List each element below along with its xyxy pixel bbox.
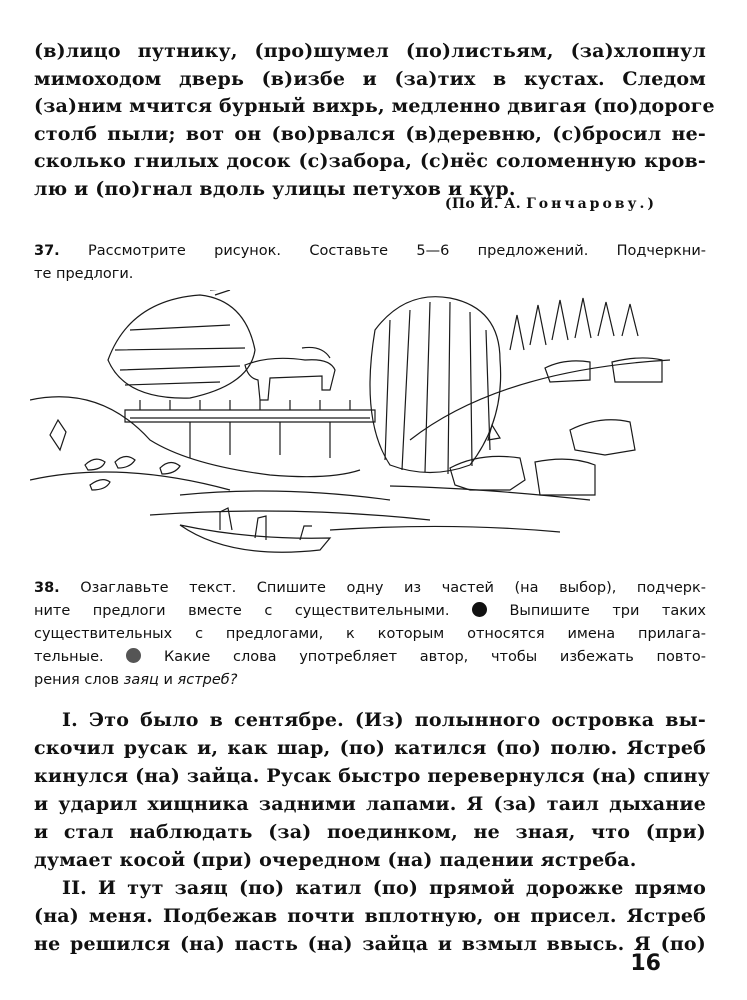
person-icon bbox=[50, 420, 66, 450]
text-line: (в)лицо путнику, (про)шумел (по)листьям, (за)хлопнул bbox=[34, 40, 706, 62]
task-text: те предлоги. bbox=[34, 266, 134, 282]
bridge-icon bbox=[125, 410, 375, 422]
page-number: 16 bbox=[630, 951, 661, 976]
task-text: Рассмотрите рисунок. Составьте 5—6 предложений. Подчеркни- bbox=[88, 243, 707, 259]
task-text: и bbox=[163, 672, 173, 688]
black-circle-icon bbox=[472, 602, 487, 617]
text-line: столб пыли; вот он (во)рвался (в)деревню, (с)бросил не- bbox=[34, 122, 706, 145]
grey-circle-icon bbox=[126, 648, 141, 663]
text-line: лю и (по)гнал вдоль улицы петухов и кур. bbox=[34, 177, 516, 200]
text-line: не решился (на) пасть (на) зайца и взмыл ввысь. Я (по) bbox=[34, 933, 706, 955]
text-line: I. Это было в сентябре. (Из) полынного островка вы- bbox=[62, 709, 706, 731]
text-line: сколько гнилых досок (с)забора, (с)нёс соломенную кров- bbox=[34, 150, 706, 172]
horse-icon bbox=[245, 358, 335, 400]
task-37 bbox=[34, 240, 706, 286]
task-number: 37. bbox=[34, 243, 60, 259]
task-text: Какие слова употребляет автор, чтобы избежать повто- bbox=[164, 649, 706, 665]
word-zayats: заяц bbox=[123, 672, 159, 688]
calf-icon bbox=[535, 459, 595, 495]
exercise-38-text bbox=[34, 706, 710, 958]
task-text: тельные. bbox=[34, 649, 104, 665]
task-text: существительных с предлогами, к которым относятся имена прилага- bbox=[34, 626, 706, 642]
text-line: (на) меня. Подбежав почти вплотную, он присел. Ястреб bbox=[34, 905, 706, 927]
text-line: скочил русак и, как шар, (по) катился (по) полю. Ястреб bbox=[34, 737, 706, 759]
task-number: 38. bbox=[34, 580, 60, 596]
source-prefix: (По И. А. bbox=[444, 196, 521, 212]
text-line: (за)ним мчится бурный вихрь, медленно двигая (по)дороге bbox=[34, 95, 715, 117]
source-attribution bbox=[445, 196, 657, 212]
task-text: рения слов bbox=[34, 672, 120, 688]
text-line: мимоходом дверь (в)избе и (за)тих в кустах. Следом bbox=[34, 67, 706, 90]
task-38 bbox=[34, 577, 706, 692]
task-text: Выпишите три таких bbox=[509, 603, 707, 619]
text-line: и ударил хищника задними лапами. Я (за) таил дыхание bbox=[34, 793, 706, 815]
source-author: Гончарову.) bbox=[526, 196, 657, 212]
forest-icon bbox=[510, 298, 638, 350]
text-line: кинулся (на) зайца. Русак быстро перевернулся (на) спину bbox=[34, 765, 710, 787]
task-text: Озаглавьте текст. Спишите одну из частей (на выбор), подчерк- bbox=[80, 580, 706, 596]
text-line: и стал наблюдать (за) поединком, не зная, что (при) bbox=[34, 821, 706, 843]
word-yastreb: ястреб? bbox=[177, 672, 238, 688]
text-line: думает косой (при) очередном (на) падении ястреба. bbox=[34, 849, 637, 871]
exercise-36-text bbox=[34, 38, 715, 203]
task-text: ните предлоги вместе с существительными. bbox=[34, 603, 450, 619]
boat-icon bbox=[180, 525, 330, 552]
illustration-landscape bbox=[30, 290, 680, 560]
text-line: II. И тут заяц (по) катил (по) прямой дорожке прямо bbox=[62, 877, 706, 899]
horse-rider-icon bbox=[450, 456, 525, 490]
